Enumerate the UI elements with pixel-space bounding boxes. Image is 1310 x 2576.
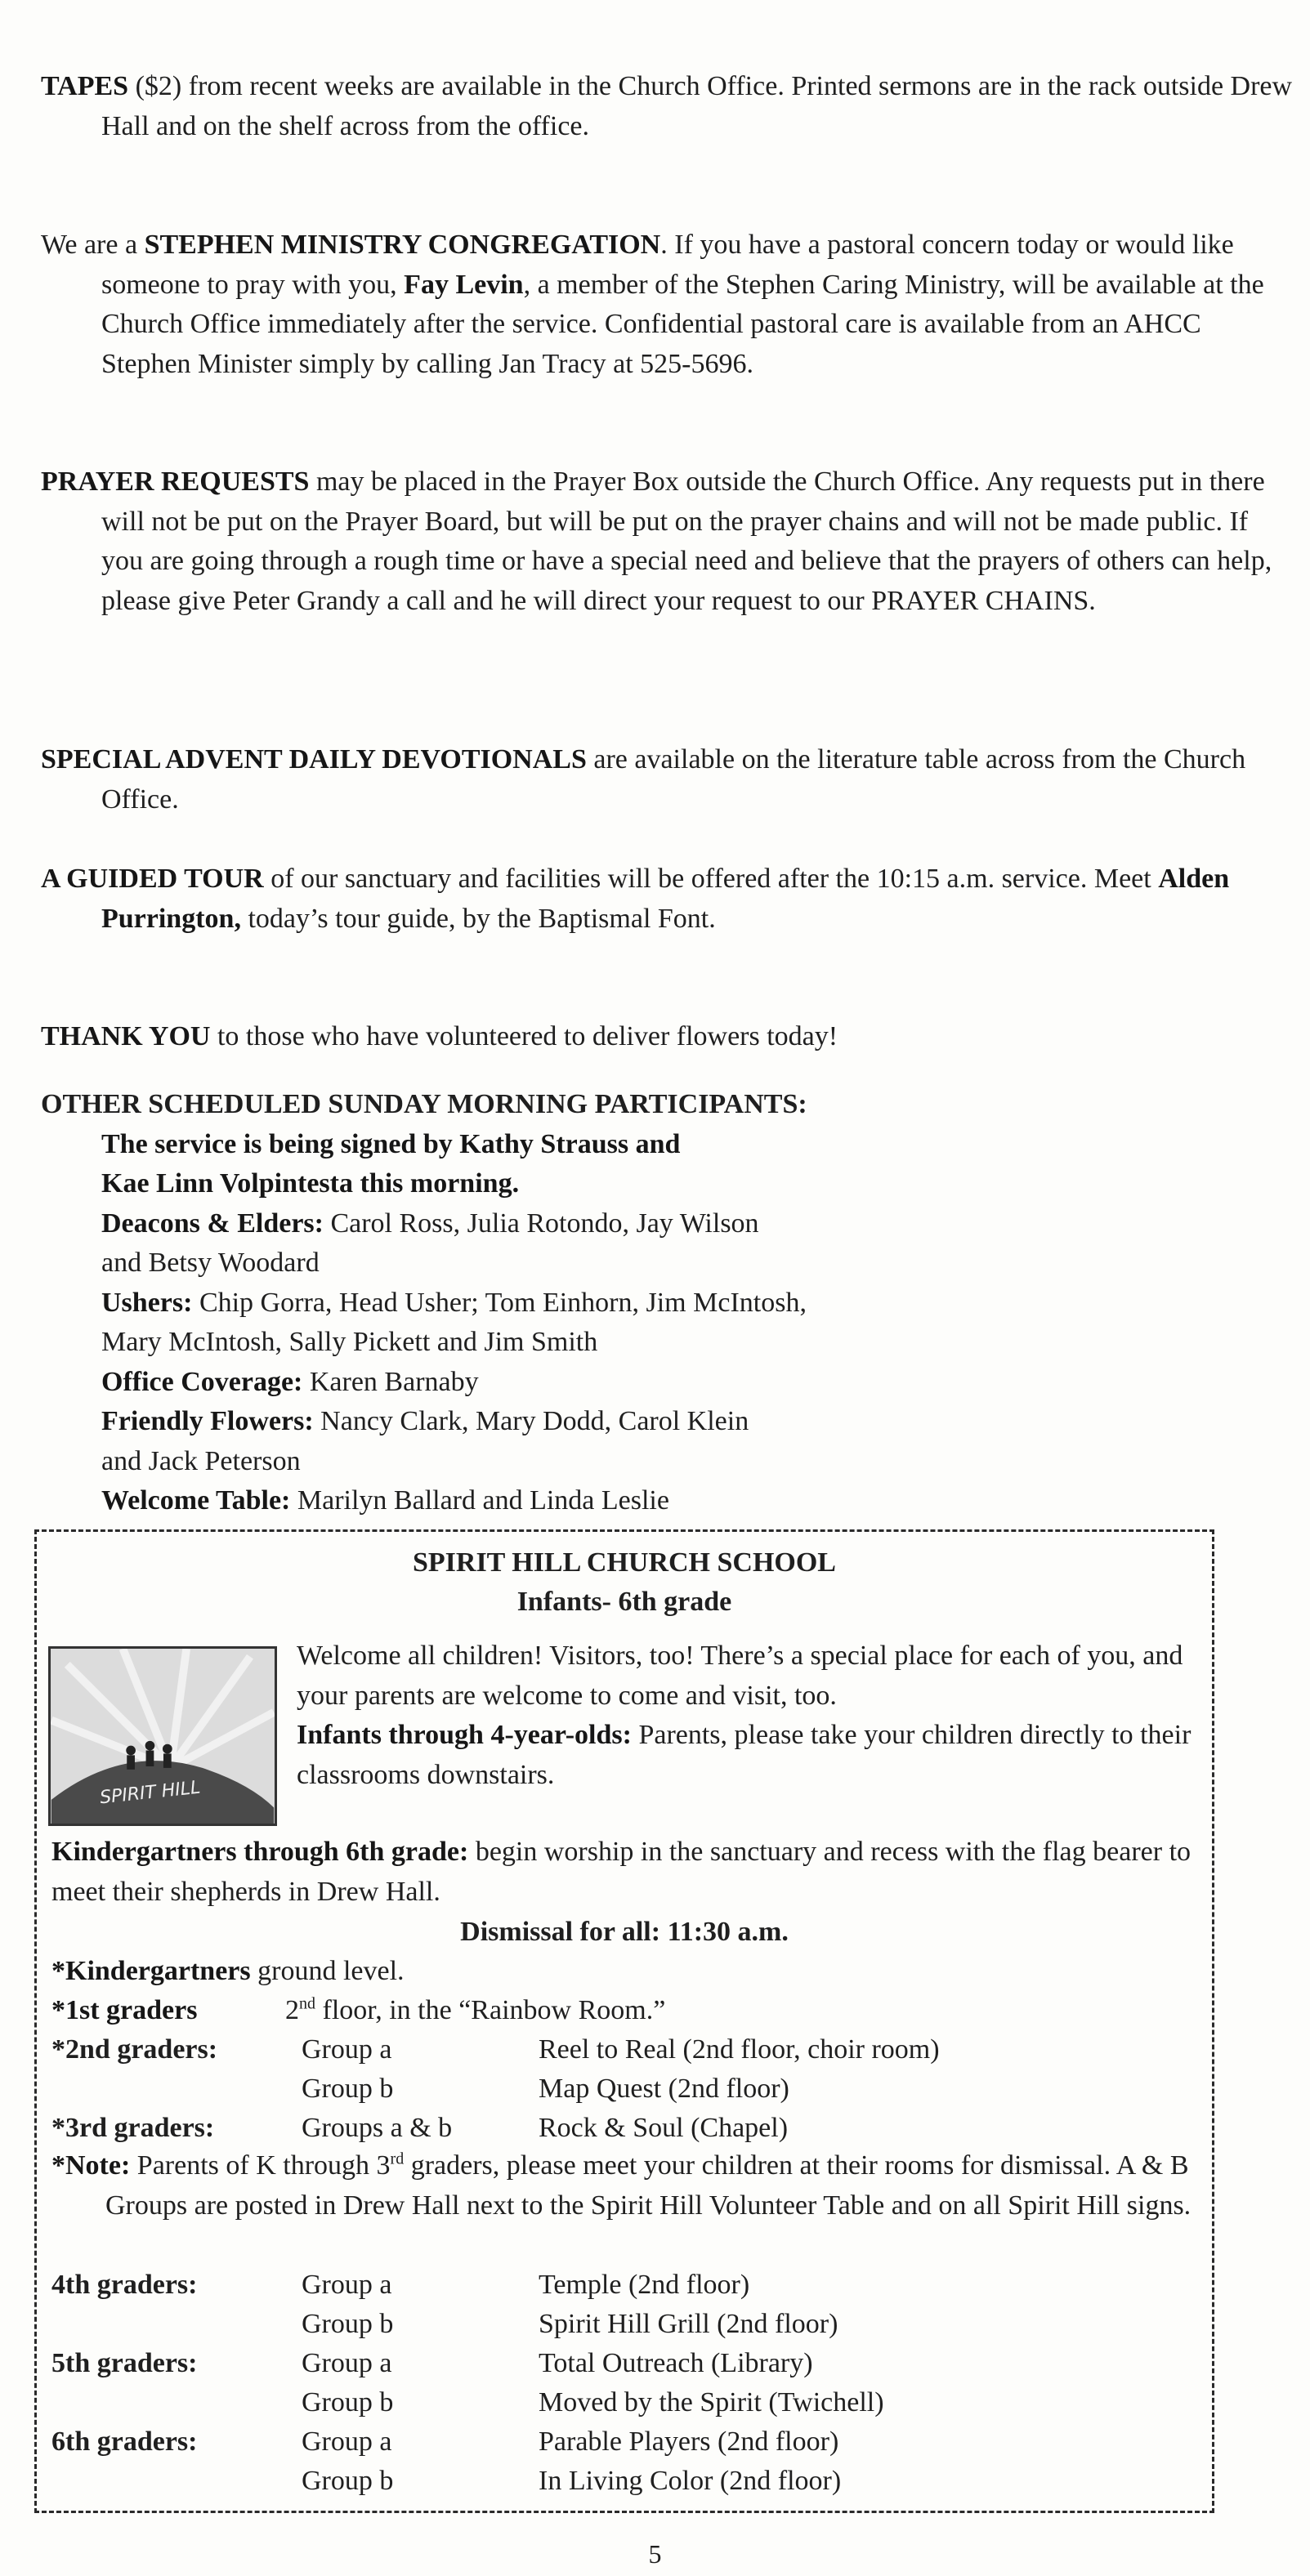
tour-guide-name: Alden Purrington,	[101, 864, 1230, 934]
group-label: Group b	[302, 2074, 394, 2104]
deacons-names-1: Carol Ross, Julia Rotondo, Jay Wilson	[323, 1208, 759, 1239]
grade-row	[51, 2069, 1196, 2109]
group-label: Group b	[302, 2309, 394, 2339]
note-superscript: rd	[390, 2150, 405, 2168]
first-graders-floor-suffix: nd	[299, 1994, 315, 2013]
room-label: Total Outreach (Library)	[539, 2348, 813, 2378]
first-graders-floor: 2	[285, 1995, 299, 2025]
signed-line-2: Kae Linn Volpintesta this morning.	[101, 1168, 520, 1199]
welcome-text: Welcome all children! Visitors, too! There’s a special place for each of you, and your parents are welcome to come and visit, too.	[297, 1641, 1183, 1711]
thanks-text: to those who have volunteered to deliver flowers today!	[210, 1021, 838, 1051]
group-label: Group a	[302, 2348, 392, 2378]
tapes-announcement	[41, 67, 1294, 146]
stephen-contact-name: Fay Levin	[404, 269, 524, 300]
grade-label: *2nd graders:	[51, 2034, 218, 2065]
room-label: Temple (2nd floor)	[539, 2270, 750, 2300]
stephen-text-2: , a member of the Stephen Caring Ministry, will be available at the Church Office immediately after the service. Confidential pastoral care is available from an AHCC Stephen Minister simply by calling Jan Tracy at 525-5696.	[101, 269, 1264, 379]
welcome-table-names: Marilyn Ballard and Linda Leslie	[290, 1485, 669, 1516]
friendly-flowers-names-1: Nancy Clark, Mary Dodd, Carol Klein	[313, 1406, 749, 1436]
school-intro	[297, 1636, 1196, 1795]
tapes-text: ($2) from recent weeks are available in the Church Office. Printed sermons are in the rack outside Drew Hall and on the shelf across from the office.	[101, 71, 1293, 141]
advent-devotionals-announcement	[41, 740, 1294, 819]
grade-row	[51, 2305, 1196, 2344]
friendly-flowers-names-2: and Jack Peterson	[101, 1445, 301, 1476]
kinder-text: begin worship in the sanctuary and recess with the flag bearer to meet their shepherds in Drew Hall.	[51, 1837, 1192, 1907]
signed-line-1: The service is being signed by Kathy Strauss and	[101, 1128, 681, 1159]
room-label: Moved by the Spirit (Twichell)	[539, 2387, 884, 2418]
deacons-label: Deacons & Elders:	[101, 1208, 324, 1239]
tour-text-2: today’s tour guide, by the Baptismal Font.	[240, 903, 716, 934]
ushers-names-1: Chip Gorra, Head Usher; Tom Einhorn, Jim McIntosh,	[192, 1287, 807, 1318]
room-label: Rock & Soul (Chapel)	[539, 2113, 789, 2143]
kinder-label: Kindergartners through 6th grade:	[51, 1837, 469, 1867]
prayer-heading: PRAYER REQUESTS	[41, 467, 310, 497]
tour-text-1: of our sanctuary and facilities will be offered after the 10:15 a.m. service. Meet	[263, 864, 1159, 894]
friendly-flowers-label: Friendly Flowers:	[101, 1406, 314, 1436]
room-label: Spirit Hill Grill (2nd floor)	[539, 2309, 838, 2339]
note-text-2: graders, please meet your children at their rooms for dismissal. A & B Groups are posted in Drew Hall next to the Spirit Hill Volunteer Table and on all Spirit Hill signs.	[105, 2150, 1192, 2221]
spirit-hill-logo	[48, 1646, 277, 1826]
guided-tour-announcement	[41, 859, 1294, 939]
thank-you-announcement	[41, 1017, 1294, 1057]
group-label: Group a	[302, 2426, 392, 2457]
ushers-names-2: Mary McIntosh, Sally Pickett and Jim Smith	[101, 1327, 598, 1357]
grade-row	[51, 2109, 1196, 2148]
participants-heading: OTHER SCHEDULED SUNDAY MORNING PARTICIPANTS:	[41, 1089, 807, 1119]
infants-text: Parents, please take your children directly to their classrooms downstairs.	[297, 1720, 1192, 1790]
tapes-heading: TAPES	[41, 71, 129, 101]
grade-row	[51, 2383, 1196, 2422]
first-graders-label: *1st graders	[51, 1995, 198, 2025]
office-coverage-label: Office Coverage:	[101, 1366, 303, 1397]
parents-note	[51, 2146, 1250, 2226]
group-label: Group b	[302, 2387, 394, 2418]
welcome-table-label: Welcome Table:	[101, 1485, 291, 1516]
group-label: Group a	[302, 2270, 392, 2300]
room-label: Map Quest (2nd floor)	[539, 2074, 789, 2104]
grade-row	[51, 2462, 1196, 2501]
note-label: *Note:	[51, 2150, 131, 2181]
stephen-heading: STEPHEN MINISTRY CONGREGATION	[144, 230, 661, 260]
grade-row	[51, 2266, 1196, 2305]
dismissal-time: Dismissal for all: 11:30 a.m.	[460, 1917, 789, 1947]
church-school-box	[34, 1529, 1214, 2513]
spirit-hill-logo-text: SPIRIT HILL	[98, 1777, 202, 1809]
room-label: Parable Players (2nd floor)	[539, 2426, 839, 2457]
prayer-requests-announcement	[41, 462, 1294, 621]
room-label: Reel to Real (2nd floor, choir room)	[539, 2034, 940, 2065]
grade-label: 5th graders:	[51, 2348, 198, 2378]
kindergartners-location: ground level.	[250, 1956, 405, 1986]
first-graders-room: floor, in the “Rainbow Room.”	[315, 1995, 666, 2025]
office-coverage-name: Karen Barnaby	[302, 1366, 479, 1397]
grade-label: 4th graders:	[51, 2270, 198, 2300]
church-school-subtitle: Infants- 6th grade	[516, 1587, 732, 1617]
church-school-title: SPIRIT HILL CHURCH SCHOOL	[412, 1547, 836, 1578]
grade-row	[51, 2030, 1196, 2069]
prayer-text: may be placed in the Prayer Box outside the Church Office. Any requests put in there will not be put on the Prayer Board, but will be put on the prayer chains and will not be made public. If you are going through a rough time or have a special need and believe that the prayers of others can help, please give Peter Grandy a call and he will direct your request to our PRAYER CHAINS.	[101, 467, 1272, 616]
ushers-label: Ushers:	[101, 1287, 193, 1318]
infants-label: Infants through 4-year-olds:	[297, 1720, 632, 1750]
page-number: 5	[648, 2539, 662, 2569]
stephen-pre: We are a	[41, 230, 145, 260]
kindergartners-label: *Kindergartners	[51, 1956, 251, 1986]
stephen-text-1: . If you have a pastoral concern today or would like someone to pray with you,	[101, 230, 1234, 300]
room-label: In Living Color (2nd floor)	[539, 2466, 842, 2496]
note-text-1: Parents of K through 3	[130, 2150, 391, 2181]
first-graders-row	[51, 1991, 1196, 2030]
thanks-heading: THANK YOU	[41, 1021, 211, 1051]
kindergartners-row	[51, 1952, 1196, 1991]
grade-row	[51, 2344, 1196, 2383]
tour-heading: A GUIDED TOUR	[41, 864, 264, 894]
group-label: Group a	[302, 2034, 392, 2065]
group-label: Groups a & b	[302, 2113, 453, 2143]
grade-row	[51, 2422, 1196, 2462]
kindergarten-worship-text	[51, 1833, 1196, 1912]
stephen-ministry-announcement	[41, 225, 1294, 384]
deacons-names-2: and Betsy Woodard	[101, 1248, 320, 1278]
grade-label: 6th graders:	[51, 2426, 198, 2457]
advent-heading: SPECIAL ADVENT DAILY DEVOTIONALS	[41, 744, 587, 775]
participants-section	[41, 1085, 1234, 1521]
group-label: Group b	[302, 2466, 394, 2496]
advent-text: are available on the literature table across from the Church Office.	[101, 744, 1246, 815]
grade-label: *3rd graders:	[51, 2113, 215, 2143]
